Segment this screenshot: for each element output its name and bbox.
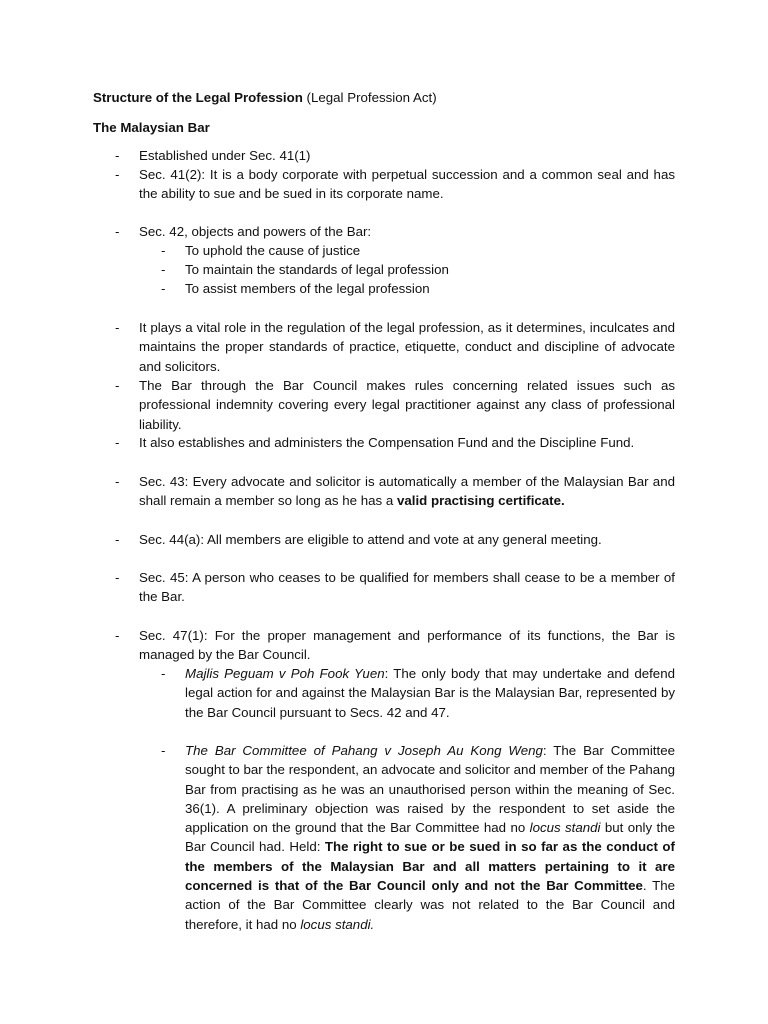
case-name: The Bar Committee of Pahang v Joseph Au Kong Weng: [185, 743, 543, 758]
list-item: [115, 530, 675, 549]
bullet-dash: -: [161, 666, 166, 681]
case-name: Majlis Peguam v Poh Fook Yuen: [185, 666, 385, 681]
sub-list-item: [161, 260, 675, 279]
list-item: [115, 472, 675, 511]
list-item: [115, 146, 675, 165]
case-holding: The right to sue or be sued in so far as the conduct of the members of the Malaysian Bar and all matters pertaining to it are concerned is that of the Bar Council only and not the Bar Committee: [185, 839, 675, 894]
case-body: : The Bar Committee sought to bar the respondent, an advocate and solicitor and member of the Pahang Bar from practising as he was an unauthorised person within the meaning of Sec. 36(1). A preliminary objection was raised by the respondent to set aside the application on the ground that the Bar Committee had no: [185, 743, 675, 836]
section-heading: [93, 118, 210, 137]
list-item: [115, 222, 675, 241]
list-item: [115, 318, 675, 376]
sec43-bold: valid practising certificate.: [396, 493, 565, 509]
list-item-text: [139, 472, 675, 511]
bullet-dash: -: [161, 281, 166, 296]
heading-rest: (Legal Profession Act): [302, 90, 437, 105]
bullet-dash: -: [161, 262, 166, 277]
bullet-dash: -: [115, 378, 120, 393]
list-item: [115, 165, 675, 204]
heading-bold: Structure of the Legal Profession: [93, 90, 303, 105]
list-item-text: Sec. 47(1): For the proper management and performance of its functions, the Bar is managed by the Bar Council.: [139, 628, 675, 663]
list-item: [115, 433, 675, 452]
document-heading: [93, 88, 437, 107]
list-item-text: Sec. 44(a): All members are eligible to attend and vote at any general meeting.: [139, 532, 602, 547]
bullet-dash: -: [115, 224, 120, 239]
case-italic-term: locus standi: [529, 820, 601, 836]
sub-list-item: [161, 279, 675, 298]
case-body: : The only body that may undertake and defend legal action for and against the Malaysian Bar is the Malaysian Bar, represented by the Bar Council pursuant to Secs. 42 and 47.: [185, 666, 675, 720]
case-text: [185, 664, 675, 722]
sub-list-item-text: To assist members of the legal profession: [185, 281, 430, 296]
sub-list-item: [161, 241, 675, 260]
list-item-text: It plays a vital role in the regulation of the legal profession, as it determines, inculcates and maintains the proper standards of practice, etiquette, conduct and discipline of advocate and solicitors.: [139, 320, 675, 374]
list-item-text: Sec. 41(2): It is a body corporate with perpetual succession and a common seal and has the ability to sue and be sued in its corporate name.: [139, 167, 675, 202]
bullet-dash: -: [115, 570, 120, 585]
list-item-text: The Bar through the Bar Council makes rules concerning related issues such as professional indemnity covering every legal practitioner against any class of professional liability.: [139, 378, 675, 432]
sec43-text: Sec. 43: Every advocate and solicitor is automatically a member of the Malaysian Bar and shall remain a member so long as he has a: [139, 474, 675, 509]
case-body: but only the Bar Council had. Held:: [185, 820, 675, 855]
list-item-text: Sec. 42, objects and powers of the Bar:: [139, 224, 372, 239]
bullet-dash: -: [115, 628, 120, 643]
bullet-dash: -: [115, 532, 120, 547]
bullet-dash: -: [161, 243, 166, 258]
sub-list-item-text: To maintain the standards of legal profession: [185, 262, 449, 277]
section-heading-text: The Malaysian Bar: [93, 120, 210, 135]
case-item: [161, 664, 675, 722]
list-item: [115, 568, 675, 607]
list-item-text: Sec. 45: A person who ceases to be qualified for members shall cease to be a member of the Bar.: [139, 570, 675, 605]
sub-list-item-text: To uphold the cause of justice: [185, 243, 361, 258]
list-item-text: It also establishes and administers the Compensation Fund and the Discipline Fund.: [139, 435, 635, 450]
bullet-dash: -: [161, 743, 166, 758]
case-italic-term: locus standi.: [300, 916, 375, 932]
bullet-dash: -: [115, 148, 120, 163]
case-text: [185, 741, 675, 934]
list-item: [115, 376, 675, 434]
bullet-dash: -: [115, 320, 120, 335]
bullet-dash: -: [115, 474, 120, 489]
list-item-text: Established under Sec. 41(1): [139, 148, 311, 163]
case-body: . The action of the Bar Committee clearly was not related to the Bar Council and therefore, it had no: [185, 878, 675, 932]
list-item: [115, 626, 675, 665]
case-item: [161, 741, 675, 934]
bullet-dash: -: [115, 167, 120, 182]
bullet-dash: -: [115, 435, 120, 450]
